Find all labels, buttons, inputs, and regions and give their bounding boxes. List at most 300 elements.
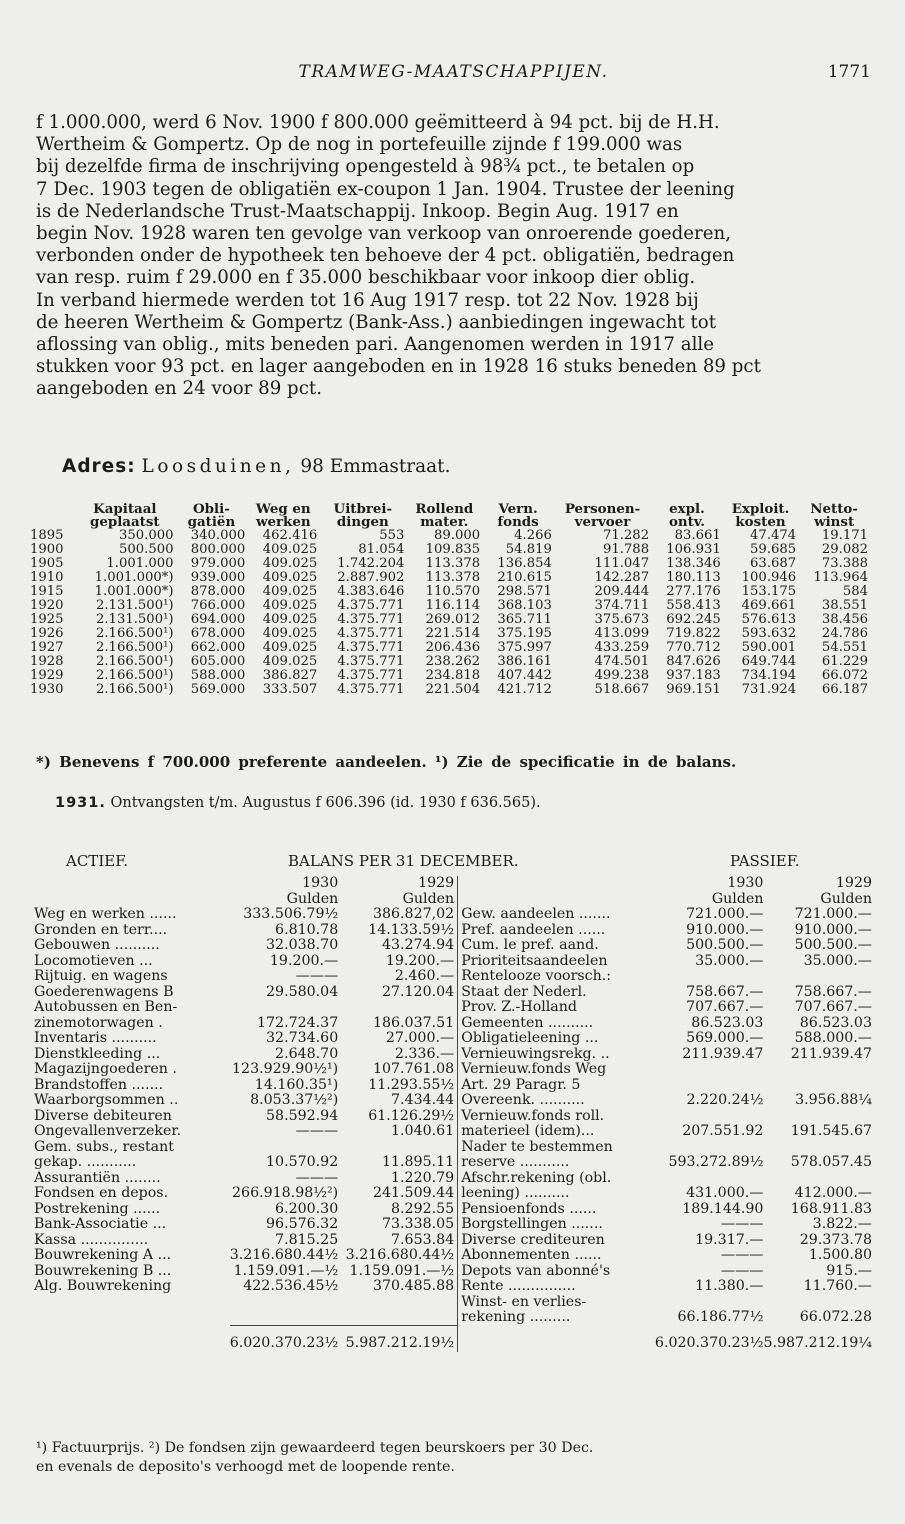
table-row [28,571,870,585]
address-label: Adres: [62,456,136,477]
actief-1929: 3.216.680.44½ [345,1247,455,1263]
actief-1929: 107.761.08 [372,1061,455,1077]
passief-item: Borgstellingen ....... [458,1217,655,1233]
currency-label: Gulden [820,890,872,907]
table-cell: 692.245 [666,612,721,627]
column-header: Obli- [193,501,230,517]
passief-item: rekening ......... [458,1310,655,1326]
row-year: 1915 [30,584,64,599]
actief-item: Alg. Bouwrekening [34,1278,172,1294]
table-cell: 38.456 [821,612,868,627]
table-cell: 469.661 [741,598,797,613]
actief-1930: 32.734.60 [266,1030,339,1046]
statistics-footnote: *) Benevens f 700.000 preferente aandeelen. ¹) Zie de specificatie in de balans. [36,753,737,771]
actief-1930 [230,1310,339,1326]
balance-currency-row [34,892,872,908]
passief-1929: 915.— [826,1262,872,1279]
passief-1930: 19.317.— [695,1231,764,1248]
year-1929-actief: 1929 [418,875,455,891]
passief-1930: 569.000.— [686,1030,764,1046]
table-cell: 409.025 [262,612,318,627]
table-cell: 206.436 [425,640,481,655]
passief-1930: 207.551.92 [682,1123,764,1139]
table-cell: 298.571 [497,584,552,599]
table-cell: 374.711 [594,598,650,613]
passief-item: Prioriteitsaandeelen [458,954,655,970]
footnote-line: ¹) Factuurprijs. ²) De fondsen zijn gewaardeerd tegen beurskoers per 30 Dec. [36,1440,594,1456]
table-row [28,669,870,683]
table-cell: 409.025 [262,556,318,571]
balance-row [34,1233,872,1249]
passief-item: Pref. aandeelen ...... [458,923,655,939]
actief-1930: ——— [295,1169,339,1186]
column-header: geplaatst [89,514,160,530]
balance-header [36,852,870,872]
passief-1930: ——— [720,1216,764,1232]
actief-1929: 2.336.— [394,1045,455,1062]
passief-item: Art. 29 Paragr. 5 [458,1078,655,1094]
row-year: 1900 [30,542,64,557]
paragraph-line: In verband hiermede werden tot 16 Aug 1917 resp. tot 22 Nov. 1928 bij [36,289,699,311]
actief-item: Gebouwen .......... [34,937,160,953]
actief-1930: 266.918.98½²) [232,1185,339,1201]
actief-item: Locomotieven ... [34,952,153,969]
column-header: Netto- [810,501,858,517]
actief-1929 [338,1140,457,1156]
actief-item: Rijtuig. en wagens [34,968,168,984]
table-cell: 770.712 [666,640,721,655]
table-cell: 409.025 [262,542,318,557]
passief-item: Vernieuwingsrekg. .. [458,1047,655,1063]
balance-row [34,969,872,985]
actief-1930: 2.648.70 [275,1045,339,1062]
table-cell: 277.176 [666,584,721,599]
address-line [62,456,451,477]
table-cell: 678.000 [190,626,246,641]
table-cell: 1.001.000*) [94,570,174,585]
year-1929-passief: 1929 [835,875,872,891]
actief-item: Autobussen en Ben- [34,999,178,1015]
table-cell: 180.113 [666,570,721,585]
table-cell: 558.413 [666,598,721,613]
table-row [28,627,870,641]
row-year: 1895 [30,528,64,543]
actief-item: Postrekening ...... [34,1200,161,1217]
table-cell: 269.012 [425,612,481,627]
table-cell: 4.375.771 [337,668,405,683]
page-header [36,62,871,88]
total-actief-1930: 6.020.370.23½ [230,1326,339,1352]
column-header: mater. [420,514,469,530]
actief-1929: 27.120.04 [381,983,455,1000]
table-row [28,529,870,543]
passief-item: Overeenk. .......... [458,1093,655,1109]
table-cell: 605.000 [190,654,246,669]
column-header [28,503,74,516]
actief-item: Fondsen en depos. [34,1185,169,1201]
passief-1929 [763,969,872,985]
table-row [28,641,870,655]
table-cell: 113.378 [425,570,481,585]
running-title: TRAMWEG-MAATSCHAPPIJEN. [298,62,609,82]
actief-1929: 2.460.— [394,968,455,984]
balance-row [34,1186,872,1202]
table-cell: 474.501 [594,654,650,669]
passief-1930: 431.000.— [686,1185,764,1201]
table-cell: 694.000 [190,612,246,627]
paragraph-line: begin Nov. 1928 waren ten gevolge van verkoop van onroerende goederen, [36,223,731,245]
table-cell: 2.166.500¹) [95,640,174,655]
table-cell: 66.072 [821,668,868,683]
passief-1929: 168.911.83 [790,1200,872,1217]
year-1930-passief: 1930 [727,875,764,891]
actief-1930: 8.053.37½²) [250,1092,339,1108]
table-cell: 2.131.500¹) [95,598,174,613]
table-cell: 2.166.500¹) [95,668,174,683]
passief-item: Vernieuw.fonds roll. [458,1109,655,1125]
table-cell: 38.551 [821,598,868,613]
passief-item: leening) .......... [458,1186,655,1202]
column-header: Weg en [255,501,311,517]
total-actief-1929: 5.987.212.19½ [338,1326,457,1352]
passief-item: Winst- en verlies- [458,1295,655,1311]
table-cell: 409.025 [262,584,318,599]
paragraph-line: Wertheim & Gompertz. Op de nog in portefeuille zijnde f 199.000 was [36,134,683,156]
paragraph-line: is de Nederlandsche Trust-Maatschappij. Inkoop. Begin Aug. 1917 en [36,200,679,222]
table-cell: 734.194 [741,668,797,683]
paragraph-line: aangeboden en 24 voor 89 pct. [36,378,322,400]
total-spacer [34,1326,230,1352]
actief-item: Bouwrekening B ... [34,1262,172,1279]
table-cell: 588.000 [190,668,246,683]
actief-1929: 61.126.29½ [368,1107,455,1124]
table-cell: 409.025 [262,654,318,669]
column-header: Vern. [498,501,538,517]
actief-item: Magazijngoederen . [34,1061,177,1077]
table-cell: 731.924 [741,682,797,697]
passief-1930 [655,969,764,985]
balance-sheet [34,876,872,1352]
actief-1930: 6.200.30 [275,1200,339,1217]
actief-1929: 7.434.44 [391,1092,455,1108]
row-year: 1929 [30,668,64,683]
paragraph-line: aflossing van oblig., mits beneden pari. Aangenomen werden in 1917 alle [36,334,715,356]
table-cell: 386.161 [497,654,552,669]
table-cell: 113.964 [813,570,868,585]
balance-row [34,907,872,923]
passief-1930: 35.000.— [695,952,764,969]
passief-1929 [763,1078,872,1094]
actief-item: Brandstoffen ....... [34,1076,164,1093]
currency-label: Gulden [711,890,764,907]
table-cell: 113.378 [425,556,481,571]
actief-item [34,1295,230,1311]
row-year: 1926 [30,626,64,641]
table-cell: 142.287 [594,570,650,585]
actief-1929: 8.292.55 [391,1200,455,1217]
table-cell: 238.262 [425,654,481,669]
passief-item: Abonnementen ...... [458,1248,655,1264]
table-cell: 1.742.204 [337,556,405,571]
table-cell: 1.001.000*) [94,584,174,599]
actief-item: Weg en werken ...... [34,906,177,922]
table-cell: 100.946 [741,570,797,585]
passief-1930 [655,1078,764,1094]
paragraph-line: de heeren Wertheim & Gompertz (Bank-Ass.) aanbiedingen ingewacht tot [36,311,717,333]
column-header: werken [255,514,311,530]
passief-1929: 910.000.— [794,921,872,938]
actief-1929: 1.220.79 [391,1169,455,1186]
actief-1929: 241.509.44 [372,1185,455,1201]
passief-1929: 191.545.67 [790,1123,872,1139]
passief-1930: ——— [720,1262,764,1279]
balance-row [34,1109,872,1125]
passief-1930 [655,1109,764,1125]
passief-1929: 588.000.— [794,1030,872,1046]
total-divider [458,1326,655,1352]
table-cell: 462.416 [262,528,318,543]
balance-title: BALANS PER 31 DECEMBER. [288,852,519,870]
table-row [28,585,870,599]
paragraph-line: van resp. ruim f 29.000 en f 35.000 beschikbaar voor inkoop dier oblig. [36,267,696,289]
note-1931 [55,795,541,811]
passief-item: Rentelooze voorsch.: [458,969,655,985]
table-cell: 421.712 [497,682,552,697]
table-cell: 409.025 [262,626,318,641]
table-cell: 937.183 [666,668,721,683]
paragraph-line: f 1.000.000, werd 6 Nov. 1900 f 800.000 geëmitteerd à 94 pct. bij de H.H. [36,112,720,133]
table-cell: 500.500 [118,542,174,557]
paragraph-line: 7 Dec. 1903 tegen de obligatiën ex-coupon 1 Jan. 1904. Trustee der leening [36,178,735,200]
column-header: Rollend [415,501,474,517]
intro-paragraph [36,112,870,401]
passief-item: Obligatieleening ... [458,1031,655,1047]
actief-1929: 27.000.— [385,1030,455,1046]
actief-1929: 1.040.61 [391,1123,455,1139]
actief-1930: 19.200.— [269,952,339,969]
column-header: Kapitaal [93,501,157,517]
table-cell: 1.001.000 [106,556,174,571]
passief-1929: 66.072.28 [799,1309,872,1325]
table-cell: 4.375.771 [337,598,405,613]
actief-1929 [338,1310,457,1326]
actief-1929: 11.293.55½ [368,1076,455,1093]
table-cell: 91.788 [602,542,650,557]
table-cell: 4.383.646 [337,584,405,599]
table-cell: 375.673 [594,612,650,627]
actief-1930: 6.810.78 [275,921,339,938]
row-year: 1920 [30,598,64,613]
table-cell: 499.238 [594,668,650,683]
passief-1930: 758.667.— [686,983,764,1000]
table-cell: 576.613 [741,612,797,627]
currency-label: Gulden [402,890,455,907]
actief-1929: 73.338.05 [381,1216,455,1232]
table-cell: 89.000 [434,528,481,543]
table-cell: 649.744 [741,654,797,669]
balance-row [34,1062,872,1078]
balance-row [34,1047,872,1063]
table-cell: 81.054 [358,542,405,557]
table-cell: 24.786 [821,626,868,641]
table-cell: 153.175 [741,584,797,599]
passief-1930: 500.500.— [686,937,764,953]
balance-year-row [34,876,872,892]
passief-item: Gemeenten .......... [458,1016,655,1032]
table-row [28,683,870,697]
passief-1930 [655,1140,764,1156]
passief-1929: 1.500.80 [808,1247,872,1263]
table-cell: 4.375.771 [337,654,405,669]
actief-1929: 43.274.94 [381,937,455,953]
table-cell: 110.570 [425,584,481,599]
balance-row [34,1217,872,1233]
passief-item: Depots van abonné's [458,1264,655,1280]
address-place: Loosduinen, [141,456,295,477]
actief-1930: 3.216.680.44½ [229,1247,339,1263]
table-cell: 4.375.771 [337,682,405,697]
table-cell: 350.000 [118,528,174,543]
table-row [28,557,870,571]
passief-1930: ——— [720,1247,764,1263]
passief-1930: 910.000.— [686,921,764,938]
actief-1930 [230,1140,339,1156]
total-passief-1929: 5.987.212.19¼ [763,1334,872,1351]
balance-total-row [34,1326,872,1352]
table-cell: 375.997 [497,640,552,655]
column-header: kosten [735,514,786,530]
table-cell: 939.000 [190,570,246,585]
passief-1930: 707.667.— [686,999,764,1015]
table-cell: 518.667 [594,682,650,697]
actief-label: ACTIEF. [66,852,129,870]
table-cell: 719.822 [666,626,721,641]
actief-1929: 14.133.59½ [368,921,455,938]
passief-1929 [763,1295,872,1311]
passief-1930 [655,1062,764,1078]
table-row [28,613,870,627]
balance-row [34,1264,872,1280]
passief-label: PASSIEF. [730,852,800,870]
actief-item: Gronden en terr.... [34,921,168,938]
actief-1930: 14.160.35¹) [254,1076,339,1093]
paragraph-line: verbonden onder de hypotheek ten behoeve der 4 pct. obligatiën, bedragen [36,245,735,267]
column-header: Uitbrei- [333,501,393,517]
balance-row [34,1310,872,1326]
column-header: Personen- [564,501,641,517]
passief-1929: 11.760.— [803,1278,872,1294]
row-year: 1905 [30,556,64,571]
table-cell: 106.931 [666,542,721,557]
table-cell: 221.514 [425,626,481,641]
passief-1929: 758.667.— [794,983,872,1000]
actief-1930: 58.592.94 [266,1107,339,1124]
actief-1930: 422.536.45½ [243,1278,339,1294]
passief-1930: 2.220.24½ [686,1092,764,1108]
balance-row [34,1031,872,1047]
passief-1929: 29.373.78 [799,1231,872,1248]
paragraph-line: bij dezelfde firma de inschrijving opengesteld à 98¾ pct., te betalen op [36,156,695,178]
actief-1930: 333.506.79½ [243,906,339,922]
actief-1930: 96.576.32 [266,1216,339,1232]
passief-1929: 86.523.03 [799,1014,872,1031]
passief-item: Pensioenfonds ...... [458,1202,655,1218]
table-cell: 407.442 [497,668,552,683]
balance-row [34,985,872,1001]
note-1931-year: 1931. [55,795,106,811]
passief-item: reserve ........... [458,1155,655,1171]
actief-1930 [230,1295,339,1311]
table-cell: 234.818 [425,668,481,683]
table-cell: 116.114 [425,598,481,613]
column-header: vervoer [574,514,631,530]
actief-item: Diverse debiteuren [34,1107,172,1124]
row-year: 1927 [30,640,64,655]
table-cell: 409.025 [262,640,318,655]
column-header: Exploit. [731,501,790,517]
actief-item: gekap. ........... [34,1154,137,1170]
column-header: ontv. [668,514,705,530]
passief-1930 [655,1171,764,1187]
passief-1929: 500.500.— [794,937,872,953]
actief-1930: 123.929.90½¹) [232,1061,339,1077]
paragraph-line: stukken voor 93 pct. en lager aangeboden en in 1928 16 stuks beneden 89 pct [36,356,761,378]
table-cell: 4.266 [514,528,552,543]
table-cell: 590.001 [741,640,797,655]
passief-1929 [763,1062,872,1078]
balance-row [34,1124,872,1140]
actief-1929: 386.827,02 [372,906,455,922]
table-cell: 969.151 [666,682,721,697]
passief-1929: 35.000.— [803,952,872,969]
table-cell: 2.131.500¹) [95,612,174,627]
actief-1930: 172.724.37 [257,1014,339,1031]
table-row [28,543,870,557]
table-cell: 979.000 [190,556,246,571]
total-passief-1930: 6.020.370.23½ [654,1334,764,1351]
year-1930-actief: 1930 [302,875,339,891]
table-cell: 54.551 [821,640,868,655]
actief-1929 [338,1295,457,1311]
table-cell: 2.166.500¹) [95,654,174,669]
table-cell: 593.632 [741,626,797,641]
actief-item: Kassa ............... [34,1231,149,1248]
passief-item: Nader te bestemmen [458,1140,655,1156]
actief-1929: 1.159.091.—½ [349,1262,455,1279]
table-cell: 136.854 [497,556,552,571]
actief-item: Waarborgsommen .. [34,1092,179,1108]
balance-row [34,1202,872,1218]
table-cell: 375.195 [497,626,552,641]
passief-1930: 189.144.90 [682,1200,764,1217]
actief-1930: ——— [295,1123,339,1139]
balance-row [34,1016,872,1032]
table-cell: 71.282 [602,528,650,543]
table-cell: 111.047 [594,556,650,571]
passief-item: Diverse crediteuren [458,1233,655,1249]
actief-item: Bank-Associatie ... [34,1216,167,1232]
column-header: dingen [336,514,389,530]
balance-row [34,1155,872,1171]
row-year: 1925 [30,612,64,627]
passief-1929 [763,1140,872,1156]
table-cell: 409.025 [262,598,318,613]
table-cell: 221.504 [425,682,481,697]
table-cell: 83.661 [674,528,721,543]
balance-row [34,1279,872,1295]
actief-1930: 7.815.25 [275,1231,339,1248]
table-cell: 365.711 [497,612,552,627]
